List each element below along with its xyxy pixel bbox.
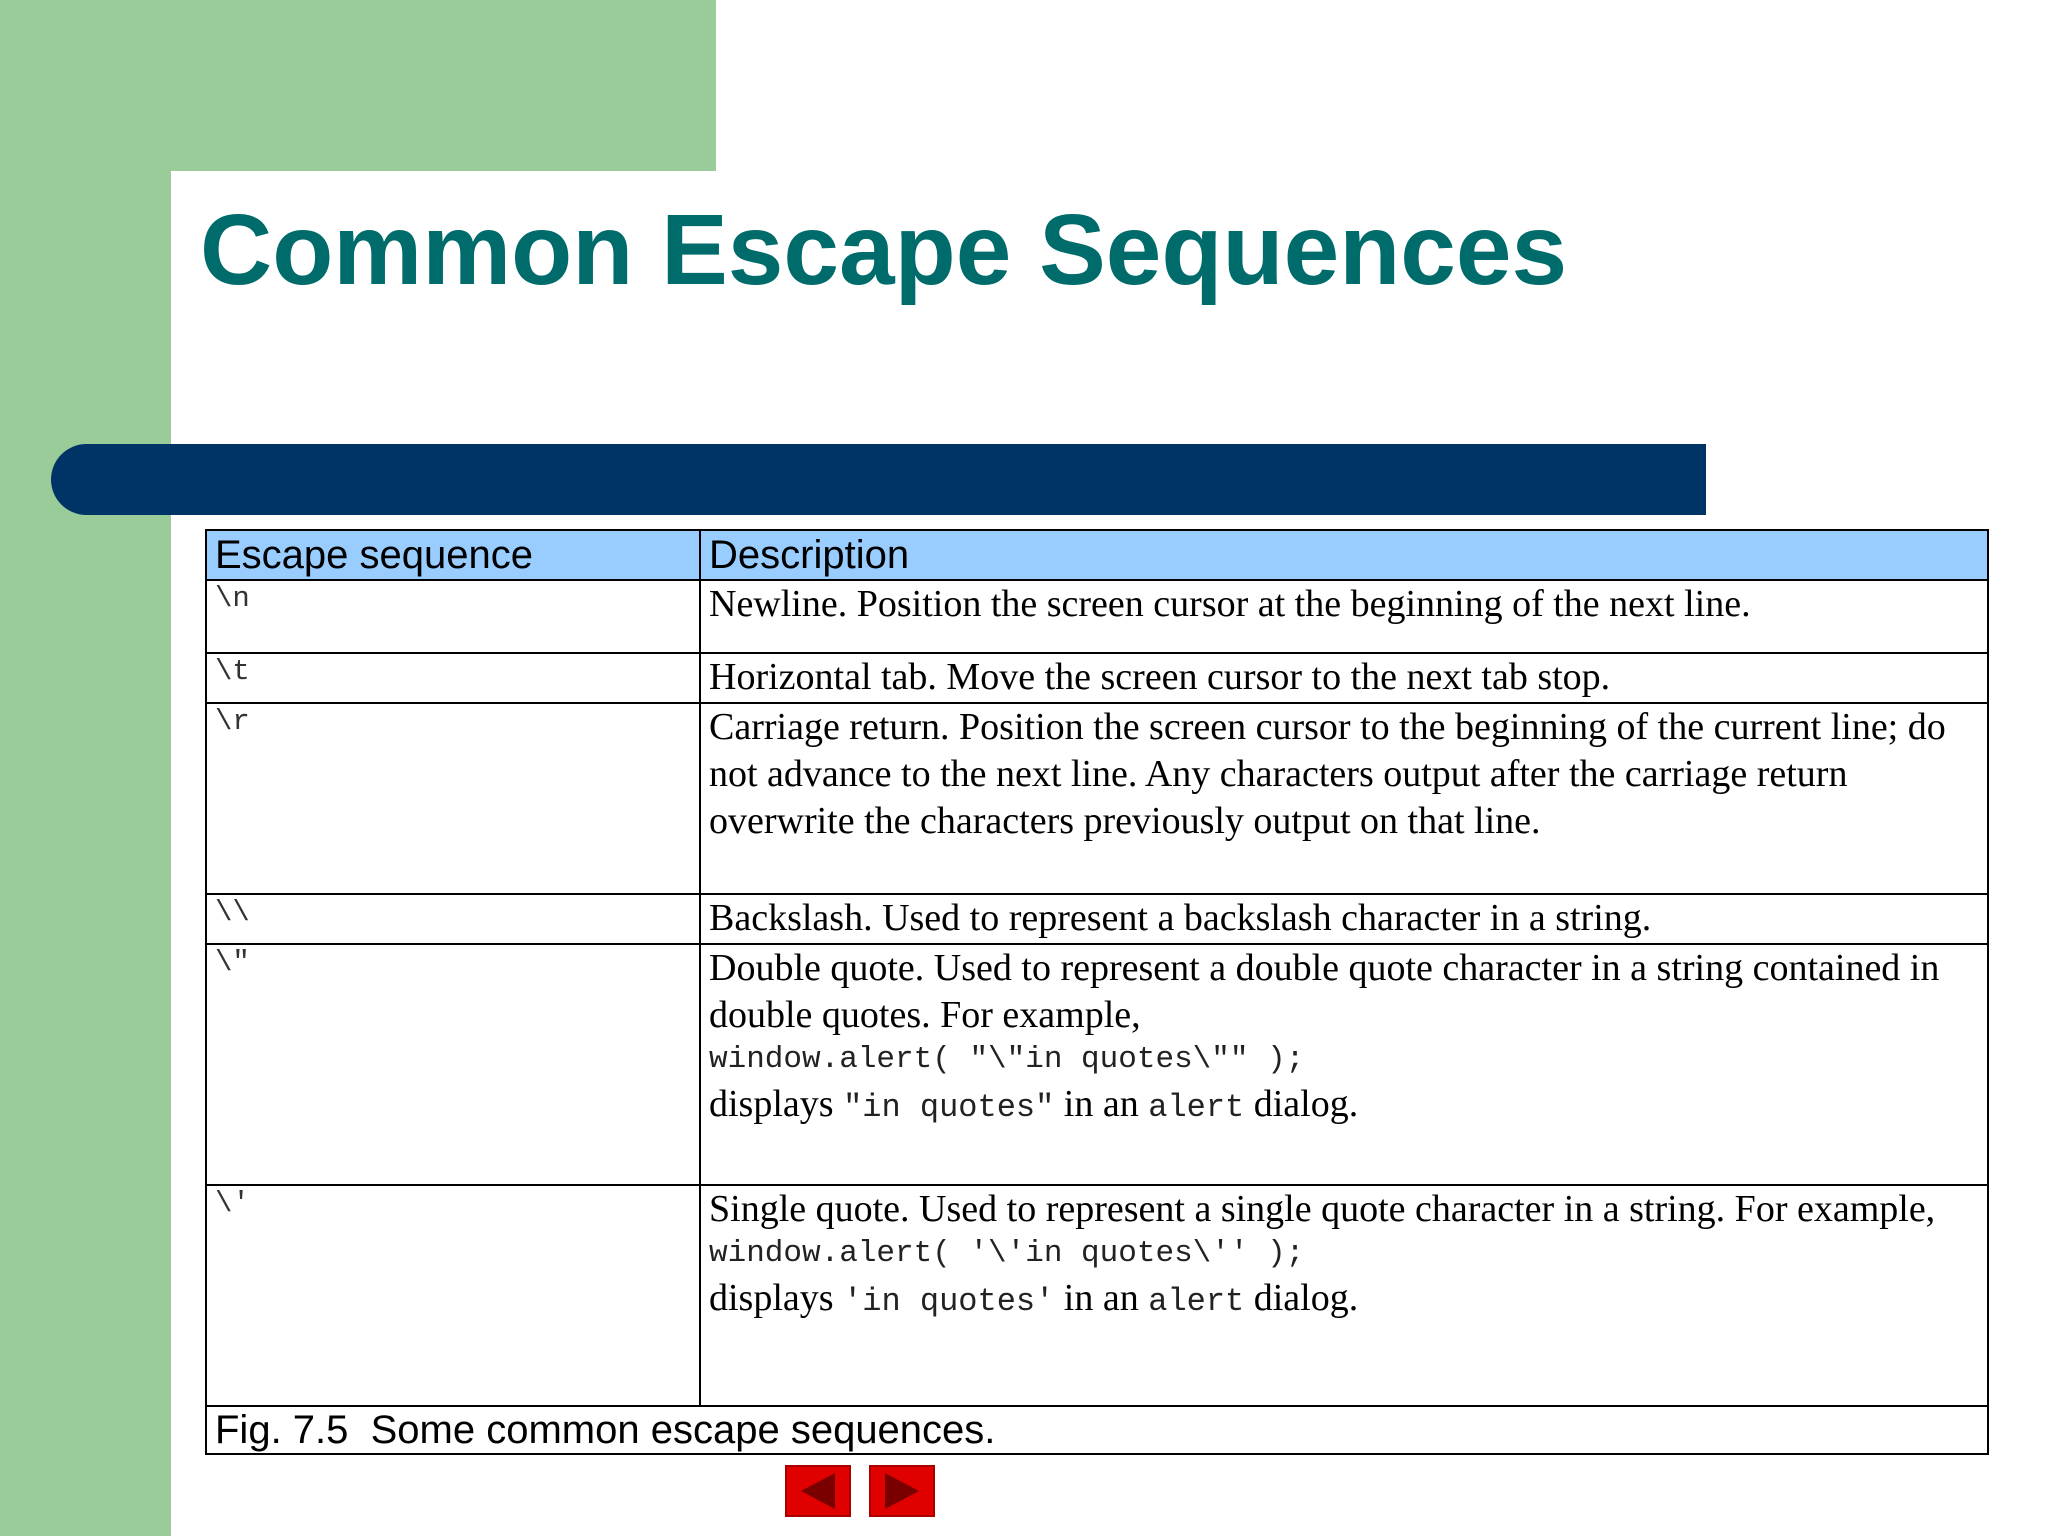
alert-keyword: alert [1148,1283,1245,1320]
display-result [709,1275,1979,1325]
displayed-string: 'in quotes' [843,1283,1055,1320]
escape-sequence-table [205,529,1989,1455]
description-text: Single quote. Used to represent a single quote character in a string. For example, [709,1188,1936,1230]
description-cell: Horizontal tab. Move the screen cursor to the next tab stop. [700,653,1988,703]
description-cell: Carriage return. Position the screen cursor to the beginning of the current line; do not advance to the next line. Any characters output after the carriage return overwrite the characters previously output on that line. [700,703,1988,894]
table-row [206,580,1988,653]
description-cell [700,1185,1988,1406]
title-underline-bar [51,444,1706,515]
description-cell [700,944,1988,1185]
table-row [206,703,1988,894]
table-row [206,653,1988,703]
header-escape-sequence: Escape sequence [206,530,700,580]
green-sidebar-band [0,0,171,1536]
sequence-cell: \' [206,1185,700,1406]
table-header-row [206,530,1988,580]
next-slide-button[interactable] [869,1465,935,1517]
description-cell: Newline. Position the screen cursor at the beginning of the next line. [700,580,1988,653]
table-row [206,894,1988,944]
dialog-text: dialog. [1253,1083,1359,1125]
description-text: Double quote. Used to represent a double quote character in a string contained in double quotes. For example, [709,947,1940,1036]
table-row [206,944,1988,1185]
green-top-band [0,0,716,171]
caption-row [206,1406,1988,1454]
sequence-cell: \" [206,944,700,1185]
displays-text: displays [709,1083,834,1125]
displays-text: displays [709,1277,834,1319]
displayed-string: "in quotes" [843,1089,1055,1126]
display-result [709,1081,1979,1131]
header-description: Description [700,530,1988,580]
sequence-cell: \r [206,703,700,894]
alert-keyword: alert [1148,1089,1245,1126]
description-cell: Backslash. Used to represent a backslash character in a string. [700,894,1988,944]
sequence-cell: \t [206,653,700,703]
previous-slide-button[interactable] [785,1465,851,1517]
dialog-text: dialog. [1253,1277,1359,1319]
table-row [206,1185,1988,1406]
sequence-cell: \n [206,580,700,653]
code-example: window.alert( "\"in quotes\"" ); [709,1042,1305,1077]
triangle-left-icon [801,1473,835,1509]
in-an-text: in an [1063,1083,1139,1125]
figure-caption: Fig. 7.5 Some common escape sequences. [206,1406,1988,1454]
slide-title: Common Escape Sequences [200,194,1568,306]
code-example: window.alert( '\'in quotes\'' ); [709,1236,1305,1271]
triangle-right-icon [885,1473,919,1509]
in-an-text: in an [1063,1277,1139,1319]
sequence-cell: \\ [206,894,700,944]
